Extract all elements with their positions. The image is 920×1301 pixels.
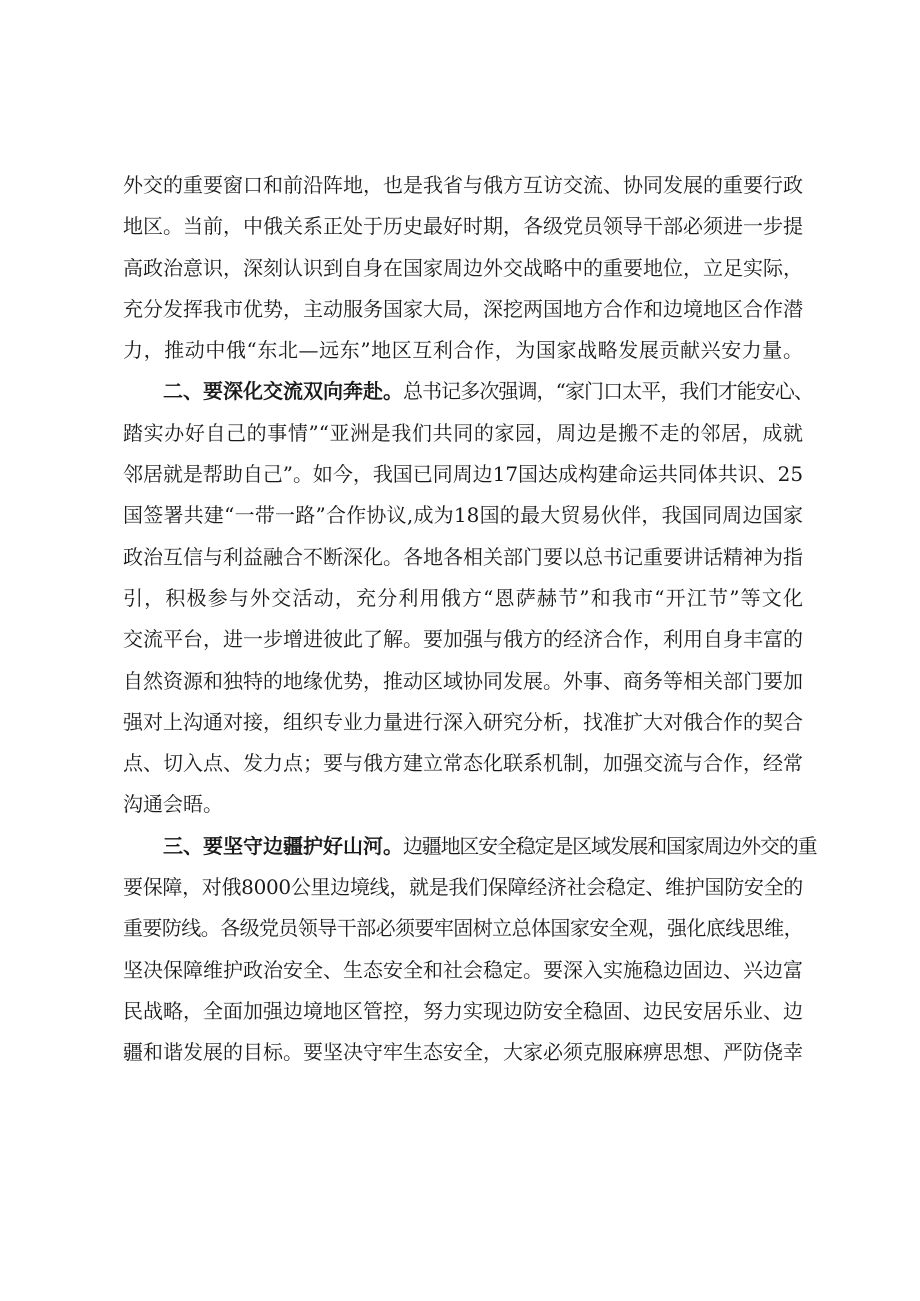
text-line: 高政治意识，深刻认识到自身在国家周边外交战略中的重要地位，立足实际， (123, 255, 803, 280)
text-line: 沟通会晤。 (123, 792, 223, 817)
text-line: 交流平台，进一步增进彼此了解。要加强与俄方的经济合作，利用自身丰富的 (123, 627, 803, 652)
text-line: 强对上沟通对接，组织专业力量进行深入研究分析，找准扩大对俄合作的契合 (123, 709, 803, 734)
text-line: 地区。当前，中俄关系正处于历史最好时期，各级党员领导干部必须进一步提 (123, 214, 803, 239)
text-line: 充分发挥我市优势，主动服务国家大局，深挖两国地方合作和边境地区合作潜 (123, 296, 803, 321)
text-line: 踏实办好自己的事情”“亚洲是我们共同的家园，周边是搬不走的邻居，成就 (123, 420, 803, 445)
text-line: 引，积极参与外交活动，充分利用俄方“恩萨赫节”和我市“开江节”等文化 (123, 585, 803, 610)
text-line: 疆和谐发展的目标。要坚决守牢生态安全，大家必须克服麻痹思想、严防侥幸 (123, 1040, 803, 1065)
text-line: 外交的重要窗口和前沿阵地，也是我省与俄方互访交流、协同发展的重要行政 (123, 173, 803, 197)
text-line: 要保障，对俄8000公里边境线，就是我们保障经济社会稳定、维护国防安全的 (123, 875, 803, 900)
text-line (123, 371, 813, 412)
text-run: 边疆地区安全稳定是区域发展和国家周边外交的重 (403, 833, 817, 858)
text-line: 自然资源和独特的地缘优势，推动区域协同发展。外事、商务等相关部门要加 (123, 668, 803, 693)
text-line: 政治互信与利益融合不断深化。各地各相关部门要以总书记重要讲话精神为指 (123, 544, 803, 569)
section-heading-2: 二、要深化交流双向奔赴。 (163, 379, 403, 404)
text-line: 国签署共建“一带一路”合作协议,成为18国的最大贸易伙伴，我国同周边国家 (123, 503, 803, 528)
text-line: 邻居就是帮助自己”。如今，我国已同周边17国达成构建命运共同体共识、25 (123, 462, 804, 487)
text-line: 力，推动中俄“东北—远东”地区互利合作，为国家战略发展贡献兴安力量。 (123, 338, 803, 363)
text-line: 坚决保障维护政治安全、生态安全和社会稳定。要深入实施稳边固边、兴边富 (123, 957, 803, 982)
text-line: 重要防线。各级党员领导干部必须要牢固树立总体国家安全观，强化底线思维， (123, 916, 803, 941)
paragraph-3 (123, 826, 817, 1074)
paragraph-1 (123, 165, 803, 371)
document-body (123, 165, 817, 1074)
text-line: 点、切入点、发力点；要与俄方建立常态化联系机制，加强交流与合作，经常 (123, 751, 803, 776)
paragraph-2 (123, 371, 813, 825)
text-line (123, 826, 817, 867)
text-run: 总书记多次强调，“家门口太平，我们才能安心、 (403, 379, 813, 404)
section-heading-3: 三、要坚守边疆护好山河。 (163, 833, 403, 858)
text-line: 民战略，全面加强边境地区管控，努力实现边防安全稳固、边民安居乐业、边 (123, 998, 803, 1023)
